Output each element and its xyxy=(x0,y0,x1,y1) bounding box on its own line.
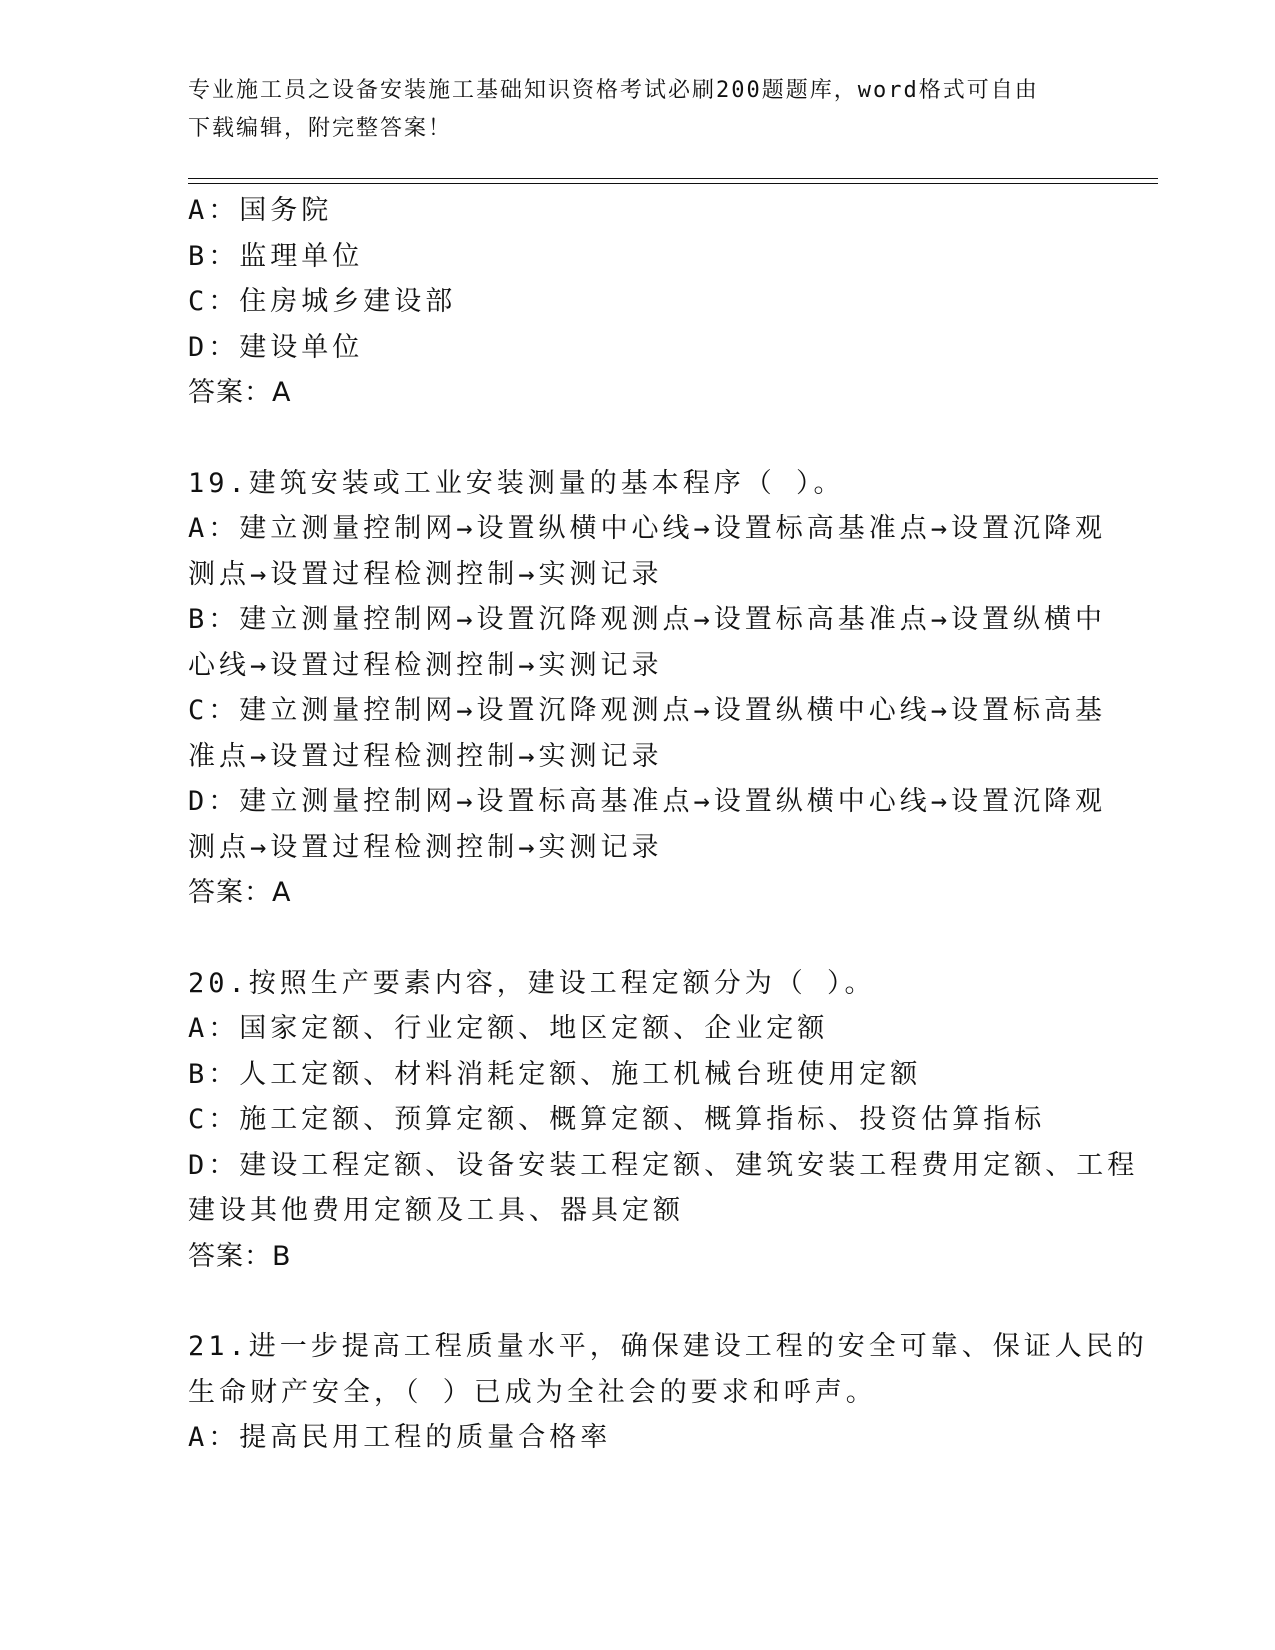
option-b: B：人工定额、材料消耗定额、施工机械台班使用定额 xyxy=(188,1058,922,1090)
option-d-line-2: 建设其他费用定额及工具、器具定额 xyxy=(188,1195,684,1226)
option-c: C：施工定额、预算定额、概算定额、概算指标、投资估算指标 xyxy=(188,1104,1046,1135)
option-a: A：国家定额、行业定额、地区定额、企业定额 xyxy=(188,1013,829,1044)
option-b-line-2: 心线→设置过程检测控制→实测记录 xyxy=(188,649,663,681)
option-d-line-2: 测点→设置过程检测控制→实测记录 xyxy=(188,831,663,863)
option-a xyxy=(188,506,1107,597)
header-divider-bottom xyxy=(188,183,1158,184)
option-d xyxy=(188,779,1107,870)
question-stem-line-1: 21.进一步提高工程质量水平，确保建设工程的安全可靠、保证人民的 xyxy=(188,1331,1148,1362)
option-d xyxy=(188,1143,1139,1234)
question-19 xyxy=(188,461,1107,916)
option-c xyxy=(188,688,1107,779)
question-stem: 19.建筑安装或工业安装测量的基本程序（ ）。 xyxy=(188,467,845,499)
question-21 xyxy=(188,1324,1148,1461)
document-header xyxy=(188,72,1068,148)
answer: 答案：B xyxy=(188,1240,292,1272)
option-b-line-1: B：建立测量控制网→设置沉降观测点→设置标高基准点→设置纵横中 xyxy=(188,604,1107,635)
answer: 答案：A xyxy=(188,377,292,408)
option-a: A：提高民用工程的质量合格率 xyxy=(188,1422,612,1453)
option-c-line-2: 准点→设置过程检测控制→实测记录 xyxy=(188,740,663,772)
header-divider-top xyxy=(188,178,1158,179)
question-stem xyxy=(188,1324,1148,1415)
question-stem: 20.按照生产要素内容，建设工程定额分为（ ）。 xyxy=(188,967,876,999)
question-20 xyxy=(188,961,1139,1280)
option-a: A：国务院 xyxy=(188,195,333,226)
option-c-line-1: C：建立测量控制网→设置沉降观测点→设置纵横中心线→设置标高基 xyxy=(188,695,1107,726)
option-a-line-2: 测点→设置过程检测控制→实测记录 xyxy=(188,558,663,590)
question-stem-line-2: 生命财产安全，（ ）已成为全社会的要求和呼声。 xyxy=(188,1376,877,1408)
question-18 xyxy=(188,188,1088,416)
option-c: C：住房城乡建设部 xyxy=(188,286,457,317)
option-b: B：监理单位 xyxy=(188,240,364,272)
answer: 答案：A xyxy=(188,877,292,908)
option-d: D：建设单位 xyxy=(188,331,364,363)
option-b xyxy=(188,597,1107,688)
option-d-line-1: D：建设工程定额、设备安装工程定额、建筑安装工程费用定额、工程 xyxy=(188,1149,1139,1181)
question-list xyxy=(188,188,1148,1461)
option-d-line-1: D：建立测量控制网→设置标高基准点→设置纵横中心线→设置沉降观 xyxy=(188,786,1107,817)
option-a-line-1: A：建立测量控制网→设置纵横中心线→设置标高基准点→设置沉降观 xyxy=(188,513,1107,544)
header-line-1: 专业施工员之设备安装施工基础知识资格考试必刷200题题库，word格式可自由 xyxy=(188,78,1039,103)
header-line-2: 下载编辑，附完整答案！ xyxy=(188,116,453,141)
